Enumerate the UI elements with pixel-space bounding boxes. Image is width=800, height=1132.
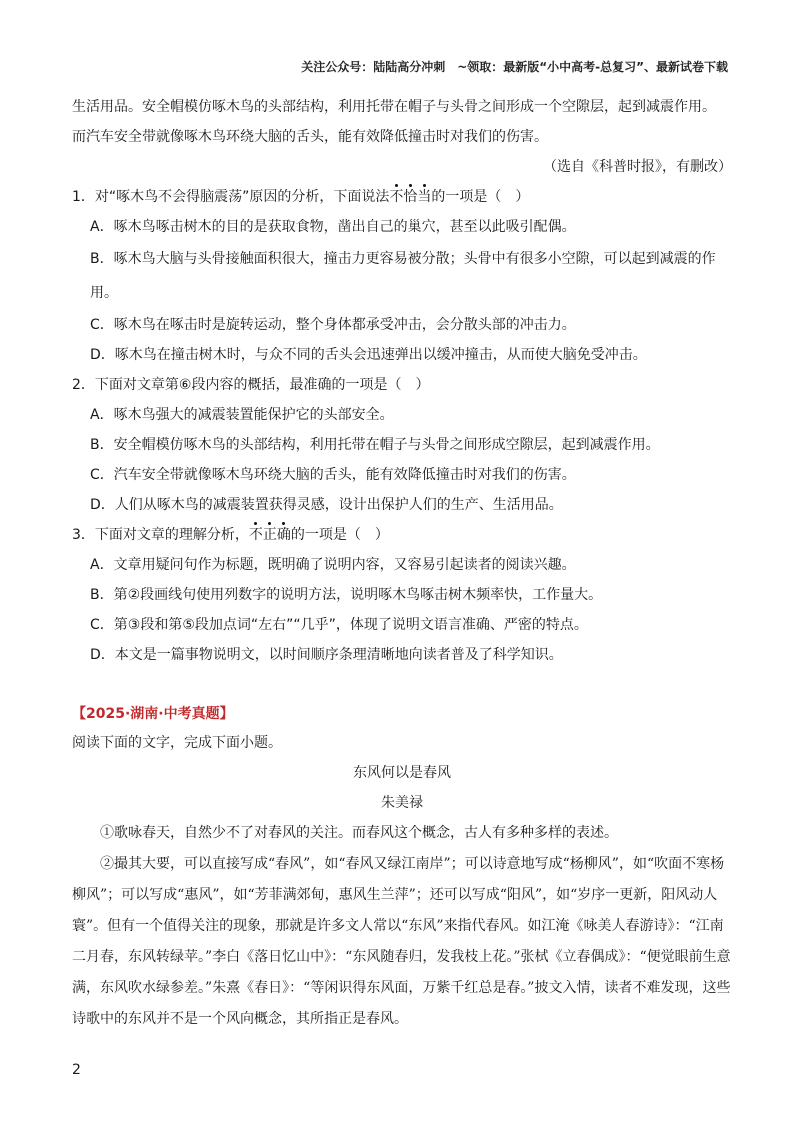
reading-instruction: 阅读下面的文字，完成下面小题。 xyxy=(72,735,282,751)
question-1-stem xyxy=(72,182,732,212)
header-promo-note: 关注公众号：陆陆高分冲刺 ~领取：最新版“小中高考-总复习”、最新试卷下载 xyxy=(301,60,728,74)
question-1-emphasis xyxy=(389,189,431,205)
source-note: （选自《科普时报》，有删改） xyxy=(543,159,732,175)
section-tag: 【2025·湖南·中考真题】 xyxy=(72,706,234,722)
emphasis-char: 不 xyxy=(248,527,263,543)
article-paragraph-1: ①歌咏春天，自然少不了对春风的关注。而春风这个概念，古人有多种多样的表述。 xyxy=(100,825,618,841)
question-1-option-a: A．啄木鸟啄击树木的目的是获取食物，凿出自己的巢穴，甚至以此吸引配偶。 xyxy=(90,219,576,235)
question-3-option-b: B．第②段画线句使用列数字的说明方法，说明啄木鸟啄击树木频率快，工作量大。 xyxy=(90,587,603,603)
question-3-emphasis xyxy=(249,527,291,543)
question-2-option-c: C．汽车安全带就像啄木鸟环绕大脑的舌头，能有效降低撞击时对我们的伤害。 xyxy=(90,467,576,483)
emphasis-char: 当 xyxy=(417,189,432,205)
article-author: 朱美禄 xyxy=(381,795,423,811)
question-1-option-d: D．啄木鸟在撞击树木时，与众不同的舌头会迅速弹出以缓冲撞击，从而使大脑免受冲击。 xyxy=(90,347,647,363)
question-3-stem-post: 的一项是（ ） xyxy=(290,527,389,543)
question-3-option-c: C．第③段和第⑤段加点词“左右”“几乎”，体现了说明文语言准确、严密的特点。 xyxy=(90,617,588,633)
intro-line-2: 而汽车安全带就像啄木鸟环绕大脑的舌头，能有效降低撞击时对我们的伤害。 xyxy=(72,129,548,145)
question-2-option-a: A．啄木鸟强大的减震装置能保护它的头部安全。 xyxy=(90,407,394,423)
emphasis-char: 恰 xyxy=(403,189,418,205)
question-1-stem-post: 的一项是（ ） xyxy=(431,189,530,205)
article-paragraph-2: ②撮其大要，可以直接写成“春风”，如“春风又绿江南岸”；可以诗意地写成“杨柳风”，如“吹面不寒杨柳风”；可以写成“惠风”，如“芳菲满郊甸，惠风生兰萍”；还可以写成“阳风”，如“岁序一更新，阳风动人寰”。但有一个值得关注的现象，那就是许多文人常以“东风”来指代春风。如江淹《咏美人春游诗》：“江南二月春，东风转绿苹。”李白《落日忆山中》：“东风随春归，发我枝上花。”张栻《立春偶成》：“便觉眼前生意满，东风吹水绿参差。”朱熹《春日》：“等闲识得东风面，万紫千红总是春。”披文入情，读者不难发现，这些诗歌中的东风并不是一个风向概念，其所指正是春风。 xyxy=(72,856,731,1027)
question-2-stem: 2．下面对文章第⑥段内容的概括，最准确的一项是（ ） xyxy=(72,377,430,393)
article-title: 东风何以是春风 xyxy=(353,765,451,781)
question-1-option-c: C．啄木鸟在啄击时是旋转运动，整个身体都承受冲击，会分散头部的冲击力。 xyxy=(90,317,576,333)
emphasis-char: 确 xyxy=(276,527,291,543)
question-3-stem-pre: 3．下面对文章的理解分析， xyxy=(72,527,249,543)
question-2-option-d: D．人们从啄木鸟的减震装置获得灵感，设计出保护人们的生产、生活用品。 xyxy=(90,497,563,513)
page-number: 2 xyxy=(72,1062,81,1078)
page-content xyxy=(72,92,732,1035)
emphasis-char: 正 xyxy=(262,527,277,543)
question-2-option-b: B．安全帽模仿啄木鸟的头部结构，利用托带在帽子与头骨之间形成空隙层，起到减震作用。 xyxy=(90,437,660,453)
emphasis-char: 不 xyxy=(389,189,404,205)
question-3-option-d: D．本文是一篇事物说明文，以时间顺序条理清晰地向读者普及了科学知识。 xyxy=(90,647,563,663)
question-3-stem xyxy=(72,520,732,550)
question-1-stem-pre: 1．对“啄木鸟不会得脑震荡”原因的分析，下面说法 xyxy=(72,189,390,205)
question-3-option-a: A．文章用疑问句作为标题，既明确了说明内容，又容易引起读者的阅读兴趣。 xyxy=(90,557,576,573)
intro-line-1: 生活用品。安全帽模仿啄木鸟的头部结构，利用托带在帽子与头骨之间形成一个空隙层，起到减震作用。 xyxy=(72,99,716,115)
question-1-option-b: B．啄木鸟大脑与头骨接触面积很大，撞击力更容易被分散；头骨中有很多小空隙，可以起到减震的作用。 xyxy=(90,251,716,301)
